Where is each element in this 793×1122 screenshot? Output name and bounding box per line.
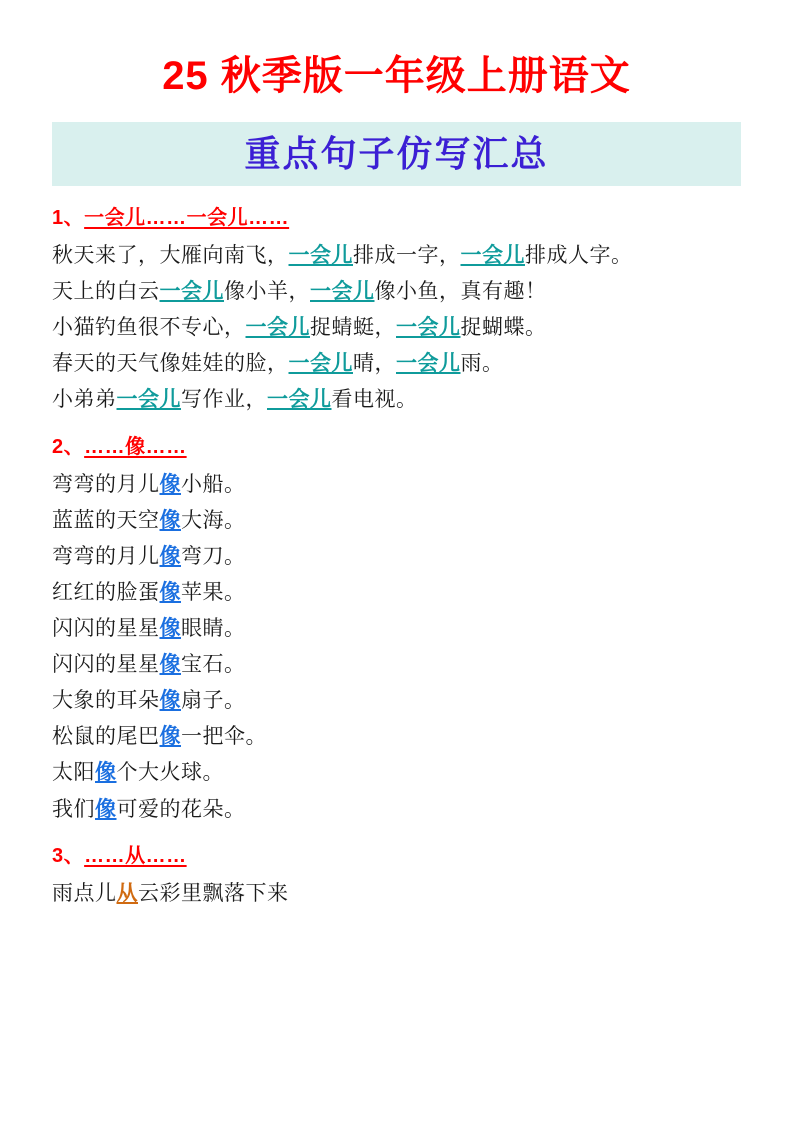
section-number: 1、 [52,207,85,229]
sentence-text: 写作业， [181,388,267,412]
sentence-text: 闪闪的星星 [52,653,160,677]
example-sentence [52,274,741,310]
keyword: 一会儿 [245,316,310,340]
keyword: 像 [95,797,117,821]
keyword: 一会儿 [116,388,181,412]
keyword: 像 [159,616,181,640]
sentence-text: 雨点儿 [52,881,117,905]
keyword: 一会儿 [288,352,353,376]
sentence-text: 捉蜻蜓， [310,316,396,340]
keyword: 像 [159,508,181,532]
example-sentence [52,683,741,719]
example-sentence [52,611,741,647]
section [52,842,741,912]
keyword: 一会儿 [159,280,224,304]
keyword: 一会儿 [396,352,461,376]
sentence-text: 大海。 [181,508,246,532]
example-sentence [52,382,741,418]
section [52,204,741,419]
page-title: 25 秋季版一年级上册语文 [162,54,631,98]
keyword: 一会儿 [460,244,525,267]
sentence-text: 像小羊， [224,280,310,304]
keyword: 一会儿 [310,280,375,304]
sentence-text: 扇子。 [181,689,246,713]
section-heading [52,433,741,461]
keyword: 像 [159,725,181,749]
example-sentence [52,238,741,274]
sentence-text: 小猫钓鱼很不专心， [52,316,246,340]
example-sentence [52,575,741,611]
example-sentence [52,346,741,382]
sentence-text: 苹果。 [181,580,246,604]
sentence-text: 大象的耳朵 [52,689,160,713]
keyword: 像 [159,689,181,713]
sentence-text: 一把伞。 [181,725,267,749]
sentence-text: 天上的白云 [52,280,160,304]
example-sentence [52,876,741,912]
sentence-text: 蓝蓝的天空 [52,508,160,532]
sentence-text: 弯弯的月儿 [52,544,160,568]
keyword: 像 [159,580,181,604]
example-sentence [52,719,741,755]
sentence-text: 太阳 [52,761,95,785]
example-sentence [52,310,741,346]
example-sentence [52,503,741,539]
sentence-text: 我们 [52,797,95,821]
keyword: 像 [95,761,117,785]
sentence-text: 弯刀。 [181,544,246,568]
section-number: 2、 [52,435,85,458]
section-number: 3、 [52,844,85,867]
section-pattern: ……像…… [84,435,187,458]
keyword: 从 [116,881,138,905]
sentence-text: 小弟弟 [52,388,117,412]
section-heading [52,204,741,232]
sentence-text: 秋天来了，大雁向南飞， [52,244,289,267]
sentence-text: 弯弯的月儿 [52,472,160,496]
keyword: 一会儿 [267,388,332,412]
keyword: 像 [159,472,181,496]
sentence-text: 排成人字。 [525,244,633,267]
sentence-text: 春天的天气像娃娃的脸， [52,352,289,376]
subtitle-banner [52,122,741,186]
sentence-text: 捉蝴蝶。 [460,316,547,340]
example-sentence [52,755,741,791]
sentence-text: 宝石。 [181,653,246,677]
sentence-text: 晴， [353,352,396,376]
section-pattern: ……从…… [84,844,187,867]
sentence-text: 可爱的花朵。 [116,797,246,821]
sentence-text: 松鼠的尾巴 [52,725,160,749]
page-subtitle: 重点句子仿写汇总 [244,133,549,174]
keyword: 像 [159,544,181,568]
sentence-text: 云彩里飘落下来 [138,881,289,905]
sentence-text: 雨。 [460,352,504,376]
keyword: 像 [159,653,181,677]
section-heading [52,842,741,870]
example-sentence [52,467,741,503]
keyword: 一会儿 [288,244,353,267]
sentence-text: 闪闪的星星 [52,616,160,640]
sentence-text: 个大火球。 [116,761,224,785]
sentence-text: 像小鱼，真有趣！ [374,280,547,304]
example-sentence [52,539,741,575]
example-sentence [52,647,741,683]
sections-container [52,204,741,912]
sentence-text: 小船。 [181,472,246,496]
example-sentence [52,792,741,828]
sentence-text: 红红的脸蛋 [52,580,160,604]
section [52,433,741,828]
sentence-text: 眼睛。 [181,616,246,640]
sentence-text: 排成一字， [353,244,461,267]
keyword: 一会儿 [396,316,461,340]
sentence-text: 看电视。 [331,388,418,412]
section-pattern: 一会儿……一会儿…… [84,207,290,229]
